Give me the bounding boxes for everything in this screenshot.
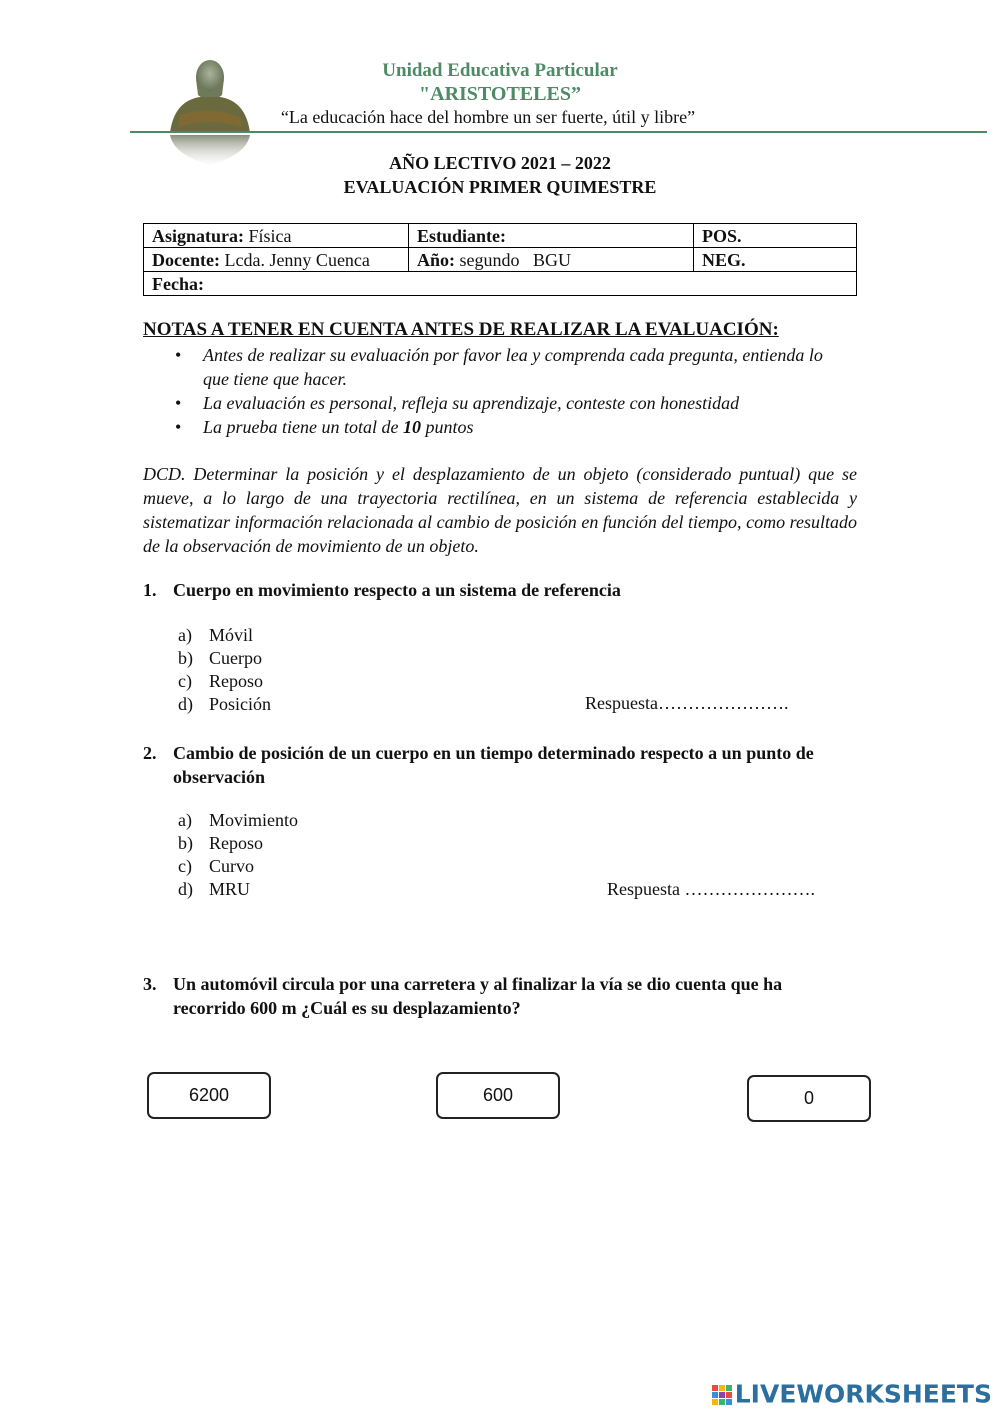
neg-cell[interactable]: NEG. (694, 248, 857, 272)
dcd-paragraph: DCD. Determinar la posición y el desplazamiento de un objeto (considerado puntual) que se mueve, a lo largo de una trayectoria rectilínea, en un sistema de referencia establecida y sistematizar información relacionada al cambio de posición en función del tiempo, como resultado de la observación de movimiento de un objeto. (143, 464, 857, 556)
evaluation-title: EVALUACIÓN PRIMER QUIMESTRE (343, 177, 657, 197)
question-2-answer-field[interactable]: Respuesta …………………. (607, 879, 815, 899)
question-2-text: Cambio de posición de un cuerpo en un tiempo determinado respecto a un punto de observación (173, 743, 814, 787)
answer-choice-6200[interactable]: 6200 (147, 1072, 271, 1119)
notes-title: NOTAS A TENER EN CUENTA ANTES DE REALIZAR LA EVALUACIÓN: (143, 319, 779, 340)
teacher-cell: Docente: Lcda. Jenny Cuenca (144, 248, 409, 272)
question-1-text: Cuerpo en movimiento respecto a un sistema de referencia (173, 580, 621, 600)
notes-list (175, 343, 835, 439)
question-1: 1. Cuerpo en movimiento respecto a un sistema de referencia (143, 578, 843, 602)
student-info-table (143, 223, 857, 296)
option-d[interactable]: d) Posición (178, 694, 272, 714)
option-b[interactable]: b) Cuerpo (178, 648, 262, 668)
option-d[interactable]: d) MRU (178, 879, 251, 899)
liveworksheets-logo[interactable]: LIVEWORKSHEETS (711, 1378, 992, 1409)
year-cell: Año: segundo BGU (409, 248, 694, 272)
date-cell[interactable]: Fecha: (144, 272, 857, 296)
option-b[interactable]: b) Reposo (178, 833, 263, 853)
option-c[interactable]: c) Reposo (178, 671, 263, 691)
total-points: 10 (402, 417, 421, 437)
option-c[interactable]: c) Curvo (178, 856, 254, 876)
question-3: 3. Un automóvil circula por una carretera y al finalizar la vía se dio cuenta que ha recorrido 600 m ¿Cuál es su desplazamiento? (143, 972, 843, 1020)
school-motto: “La educación hace del hombre un ser fuerte, útil y libre” (280, 107, 696, 127)
question-2-options (178, 809, 298, 901)
school-name: Unidad Educativa Particular (382, 60, 618, 81)
answer-choice-600[interactable]: 600 (436, 1072, 560, 1119)
note-item: • Antes de realizar su evaluación por favor lea y comprenda cada pregunta, entienda lo que tiene que hacer. (175, 343, 835, 391)
subject-cell: Asignatura: Física (144, 224, 409, 248)
question-1-options (178, 624, 271, 716)
header-divider (130, 131, 987, 133)
liveworksheets-icon (711, 1383, 733, 1405)
note-item: • La evaluación es personal, refleja su aprendizaje, conteste con honestidad (175, 391, 835, 415)
question-2: 2. Cambio de posición de un cuerpo en un tiempo determinado respecto a un punto de observación (143, 741, 843, 789)
student-cell[interactable]: Estudiante: (409, 224, 694, 248)
pos-cell[interactable]: POS. (694, 224, 857, 248)
option-a[interactable]: a) Movimiento (178, 810, 298, 830)
school-year: AÑO LECTIVO 2021 – 2022 (389, 153, 611, 173)
option-a[interactable]: a) Móvil (178, 625, 254, 645)
note-item: • La prueba tiene un total de 10 puntos (175, 415, 835, 439)
question-1-answer-field[interactable]: Respuesta…………………. (585, 693, 789, 713)
school-subtitle: "ARISTOTELES” (419, 83, 581, 105)
question-3-text: Un automóvil circula por una carretera y al finalizar la vía se dio cuenta que ha recorrido 600 m ¿Cuál es su desplazamiento? (173, 974, 783, 1018)
answer-choice-0[interactable]: 0 (747, 1075, 871, 1122)
